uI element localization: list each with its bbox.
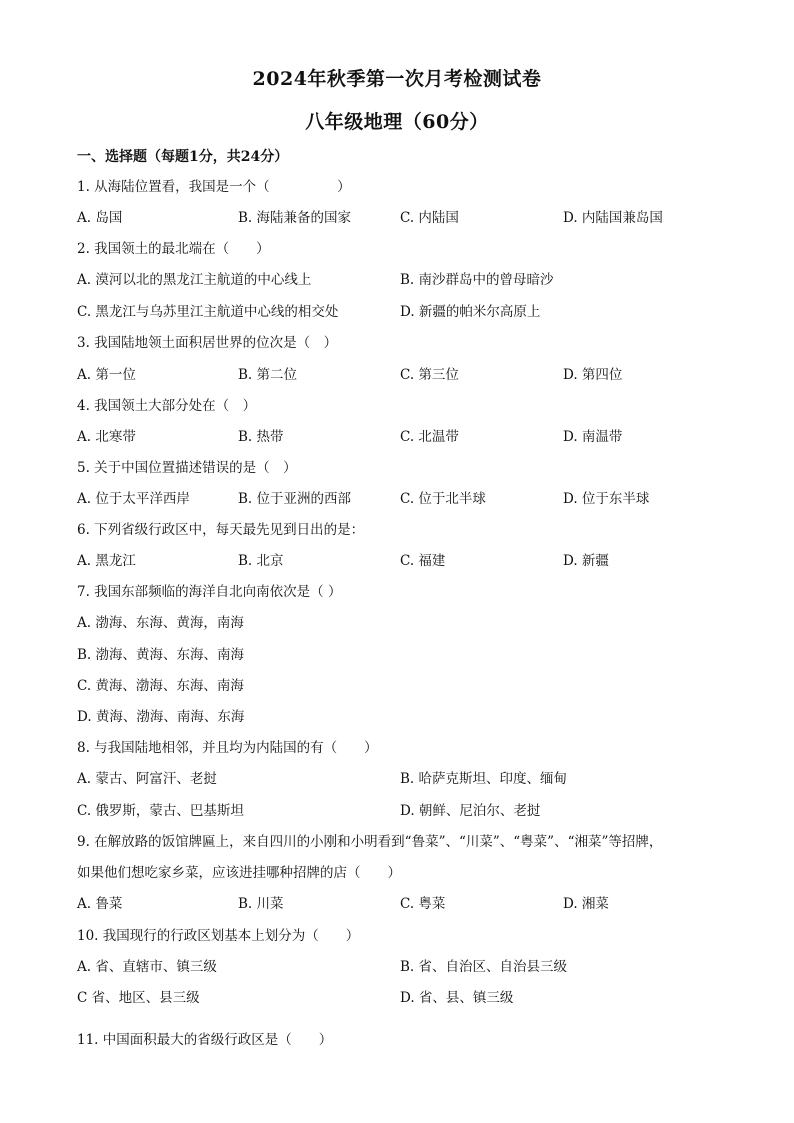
question-stem: 5. 关于中国位置描述错误的是（ ） — [77, 460, 297, 476]
option-c: C. 福建 — [400, 553, 446, 569]
option-d: D. 南温带 — [563, 429, 623, 445]
option-b: B. 第二位 — [238, 367, 298, 383]
section-heading: 一、选择题（每题1分，共24分） — [77, 149, 289, 165]
option-a: A. 岛国 — [77, 210, 123, 226]
option-b: B. 热带 — [238, 429, 284, 445]
option-c: C. 北温带 — [400, 429, 459, 445]
question-stem-continued: 如果他们想吃家乡菜，应该进挂哪种招牌的店（ ） — [77, 865, 401, 881]
option-b: B. 渤海、黄海、东海、南海 — [77, 647, 245, 663]
option-c: C. 黑龙江与乌苏里江主航道中心线的相交处 — [77, 304, 339, 320]
option-a: A. 位于太平洋西岸 — [77, 491, 190, 507]
option-a: A. 蒙古、阿富汗、老挝 — [77, 771, 217, 787]
option-d: D. 黄海、渤海、南海、东海 — [77, 709, 245, 725]
question-stem: 7. 我国东部频临的海洋自北向南依次是（ ） — [77, 584, 342, 600]
option-c: C. 位于北半球 — [400, 491, 486, 507]
question-stem: 10. 我国现行的行政区划基本上划分为（ ） — [77, 928, 360, 944]
question-stem: 3. 我国陆地领土面积居世界的位次是（ ） — [77, 335, 338, 351]
option-a: A. 鲁菜 — [77, 896, 123, 912]
exam-title: 2024年秋季第一次月考检测试卷 — [252, 68, 542, 90]
option-d: D. 新疆的帕米尔高原上 — [400, 304, 541, 320]
option-a: A. 黑龙江 — [77, 553, 136, 569]
question-stem: 1. 从海陆位置看，我国是一个（ ） — [77, 179, 351, 195]
option-a: A. 渤海、东海、黄海，南海 — [77, 615, 244, 631]
option-b: B. 北京 — [238, 553, 284, 569]
option-c: C. 粤菜 — [400, 896, 446, 912]
option-c: C. 内陆国 — [400, 210, 459, 226]
option-b: B. 川菜 — [238, 896, 284, 912]
option-a: A. 漠河以北的黑龙江主航道的中心线上 — [77, 272, 312, 288]
option-b: B. 南沙群岛中的曾母暗沙 — [400, 272, 554, 288]
option-d: D. 第四位 — [563, 367, 623, 383]
option-d: D. 新疆 — [563, 553, 609, 569]
question-stem: 4. 我国领土大部分处在（ ） — [77, 398, 257, 414]
option-d: D. 朝鲜、尼泊尔、老挝 — [400, 803, 541, 819]
option-a: A. 第一位 — [77, 367, 136, 383]
option-d: D. 省、县、镇三级 — [400, 990, 514, 1006]
option-d: D. 内陆国兼岛国 — [563, 210, 663, 226]
option-d: D. 位于东半球 — [563, 491, 650, 507]
option-c: C. 第三位 — [400, 367, 459, 383]
option-b: B. 位于亚洲的西部 — [238, 491, 352, 507]
question-stem: 6. 下列省级行政区中，每天最先见到日出的是： — [77, 522, 365, 538]
option-b: B. 海陆兼备的国家 — [238, 210, 352, 226]
option-c: C. 黄海、渤海、东海、南海 — [77, 678, 244, 694]
question-stem: 8. 与我国陆地相邻，并且均为内陆国的有（ ） — [77, 740, 378, 756]
question-stem: 11. 中国面积最大的省级行政区是（ ） — [77, 1032, 333, 1048]
question-stem: 9. 在解放路的饭馆牌匾上，来自四川的小刚和小明看到“鲁菜”、“川菜”、“粤菜”、“湘菜”等招牌， — [77, 834, 663, 850]
exam-subtitle: 八年级地理（60分） — [305, 111, 489, 133]
option-c: C 省、地区、县三级 — [77, 990, 200, 1006]
option-a: A. 北寒带 — [77, 429, 136, 445]
option-a: A. 省、直辖市、镇三级 — [77, 959, 217, 975]
option-d: D. 湘菜 — [563, 896, 609, 912]
question-stem: 2. 我国领土的最北端在（ ） — [77, 241, 270, 257]
option-b: B. 哈萨克斯坦、印度、缅甸 — [400, 771, 568, 787]
option-b: B. 省、自治区、自治县三级 — [400, 959, 568, 975]
option-c: C. 俄罗斯，蒙古、巴基斯坦 — [77, 803, 244, 819]
